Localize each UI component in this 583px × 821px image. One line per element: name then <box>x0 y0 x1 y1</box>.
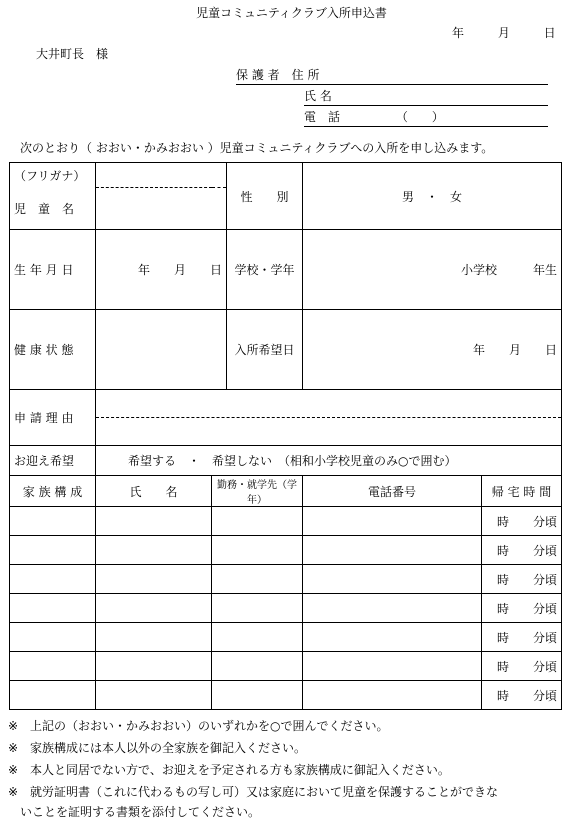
family-return-time[interactable]: 時 分頃 <box>482 565 562 594</box>
family-relation-cell[interactable] <box>10 536 96 565</box>
family-relation-cell[interactable] <box>10 681 96 710</box>
health-label: 健 康 状 態 <box>10 310 96 390</box>
family-row <box>10 507 562 536</box>
family-workplace-cell[interactable] <box>212 652 303 681</box>
family-row <box>10 536 562 565</box>
family-name-cell[interactable] <box>96 565 212 594</box>
school-label: 学校・学年 <box>227 230 303 310</box>
intro-text: 次のとおり（ おおい・かみおおい ）児童コミュニティクラブへの入所を申し込みます。 <box>20 141 494 155</box>
note-3: ※ 本人と同居でない方で、お迎えを予定される方も家族構成に御記入ください。 <box>8 763 450 777</box>
note-1: ※ 上記の（おおい・かみおおい）のいずれかを○で囲んでください。 <box>8 719 389 733</box>
guardian-name-line[interactable] <box>304 87 548 106</box>
guardian-name-label: 氏 名 <box>304 89 332 103</box>
note-5: いことを証明する書類を添付してください。 <box>8 805 261 819</box>
family-header-composition: 家 族 構 成 <box>10 476 96 507</box>
guardian-address-label: 保 護 者 住 所 <box>236 68 320 82</box>
family-return-time[interactable]: 時 分頃 <box>482 536 562 565</box>
reason-input[interactable] <box>96 390 562 446</box>
family-return-time[interactable]: 時 分頃 <box>482 507 562 536</box>
family-header-workplace: 勤務・就学先（学年） <box>212 476 303 507</box>
family-phone-cell[interactable] <box>303 623 482 652</box>
family-row <box>10 594 562 623</box>
family-return-time[interactable]: 時 分頃 <box>482 681 562 710</box>
family-phone-cell[interactable] <box>303 565 482 594</box>
sex-value[interactable]: 男 ・ 女 <box>303 163 562 230</box>
family-return-time[interactable]: 時 分頃 <box>482 623 562 652</box>
addressee: 大井町長 様 <box>36 47 109 61</box>
family-name-cell[interactable] <box>96 536 212 565</box>
family-phone-cell[interactable] <box>303 536 482 565</box>
family-workplace-cell[interactable] <box>212 536 303 565</box>
guardian-phone-paren: （ ） <box>395 110 444 124</box>
application-table <box>9 162 562 710</box>
family-phone-cell[interactable] <box>303 507 482 536</box>
date-year: 年 <box>452 26 465 40</box>
family-phone-cell[interactable] <box>303 681 482 710</box>
pickup-label: お迎え希望 <box>10 446 96 476</box>
health-input[interactable] <box>96 310 227 390</box>
family-relation-cell[interactable] <box>10 623 96 652</box>
family-return-time[interactable]: 時 分頃 <box>482 652 562 681</box>
entry-label: 入所希望日 <box>227 310 303 390</box>
form-title: 児童コミュニティクラブ入所申込書 <box>196 6 387 20</box>
guardian-phone-label: 電 話 <box>304 110 341 124</box>
entry-value[interactable]: 年 月 日 <box>303 310 562 390</box>
family-row <box>10 652 562 681</box>
guardian-address-line[interactable] <box>236 66 548 85</box>
furigana-input[interactable] <box>96 163 227 188</box>
family-name-cell[interactable] <box>96 652 212 681</box>
school-value[interactable]: 小学校 年生 <box>303 230 562 310</box>
family-row <box>10 565 562 594</box>
note-2: ※ 家族構成には本人以外の全家族を御記入ください。 <box>8 741 307 755</box>
family-row <box>10 681 562 710</box>
date-day: 日 <box>543 26 556 40</box>
date-month: 月 <box>497 26 510 40</box>
family-header-name: 氏 名 <box>96 476 212 507</box>
family-phone-cell[interactable] <box>303 652 482 681</box>
family-row <box>10 623 562 652</box>
family-relation-cell[interactable] <box>10 594 96 623</box>
pickup-value[interactable]: 希望する ・ 希望しない （相和小学校児童のみ○で囲む） <box>96 446 562 476</box>
reason-label: 申 請 理 由 <box>10 390 96 446</box>
family-workplace-cell[interactable] <box>212 565 303 594</box>
guardian-phone-line[interactable] <box>304 108 548 127</box>
family-name-cell[interactable] <box>96 681 212 710</box>
family-return-time[interactable]: 時 分頃 <box>482 594 562 623</box>
child-name-input[interactable] <box>96 188 227 230</box>
furigana-label: （フリガナ） <box>10 163 96 188</box>
family-name-cell[interactable] <box>96 623 212 652</box>
family-relation-cell[interactable] <box>10 565 96 594</box>
family-phone-cell[interactable] <box>303 594 482 623</box>
date-line <box>452 24 556 41</box>
family-name-cell[interactable] <box>96 507 212 536</box>
family-workplace-cell[interactable] <box>212 594 303 623</box>
family-workplace-cell[interactable] <box>212 681 303 710</box>
family-relation-cell[interactable] <box>10 507 96 536</box>
family-name-cell[interactable] <box>96 594 212 623</box>
birth-value[interactable]: 年 月 日 <box>96 230 227 310</box>
family-rows <box>10 507 562 710</box>
child-name-label: 児 童 名 <box>10 188 96 230</box>
family-header-return: 帰 宅 時 間 <box>482 476 562 507</box>
sex-label: 性 別 <box>227 163 303 230</box>
birth-label: 生 年 月 日 <box>10 230 96 310</box>
note-4: ※ 就労証明書（これに代わるもの写し可）又は家庭において児童を保護することができな <box>8 785 499 799</box>
family-header-phone: 電話番号 <box>303 476 482 507</box>
family-workplace-cell[interactable] <box>212 507 303 536</box>
family-relation-cell[interactable] <box>10 652 96 681</box>
family-workplace-cell[interactable] <box>212 623 303 652</box>
